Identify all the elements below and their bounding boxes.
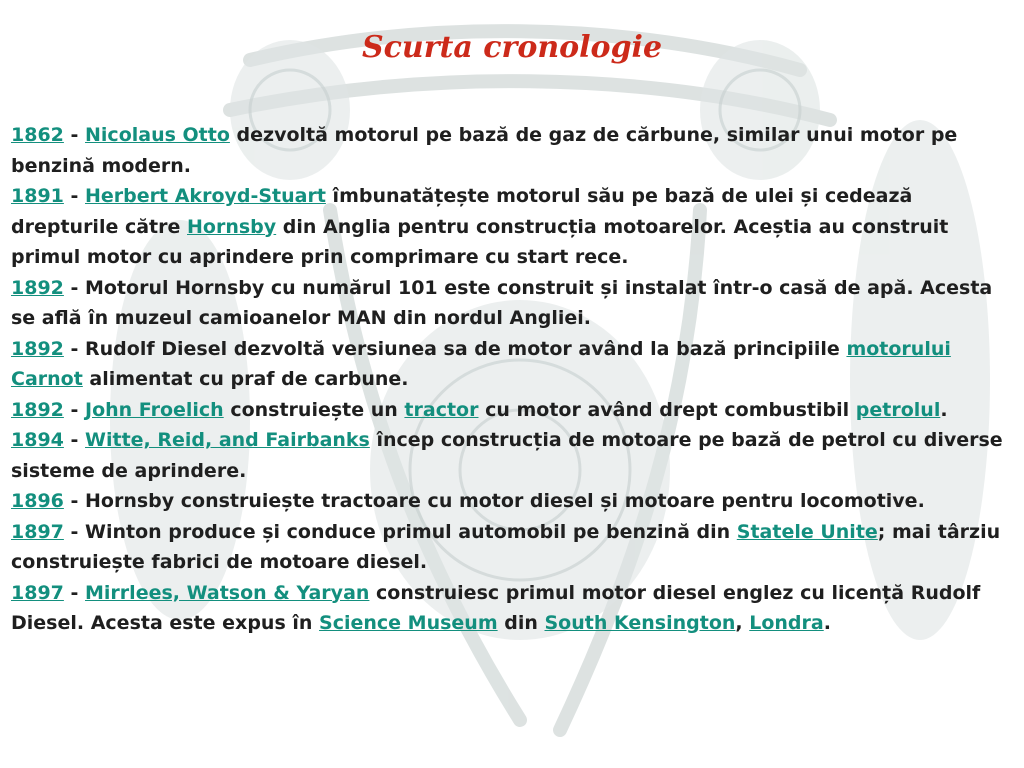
entry-text: - Hornsby construiește tractoare cu motor diesel și motoare pentru locomotive. (63, 490, 925, 512)
text-link[interactable]: Mirrlees, Watson & Yaryan (85, 581, 370, 604)
text-link[interactable]: John Froelich (85, 398, 224, 421)
timeline-entry (11, 181, 1011, 273)
slide-title: Scurta cronologie (361, 30, 663, 65)
entry-text: - (63, 581, 86, 604)
text-link[interactable]: Science Museum (319, 612, 498, 634)
entry-text: construiesc primul motor diesel englez cu licență Rudolf Diesel. Acesta este expus în (11, 581, 981, 634)
text-link[interactable]: motorului Carnot (11, 337, 951, 390)
timeline-entry (11, 517, 1011, 578)
text-link[interactable]: petrolul (855, 398, 941, 421)
entry-text: - (63, 124, 86, 146)
timeline-entry (11, 486, 1011, 517)
entry-text: - (63, 398, 86, 421)
entry-text: - Motorul Hornsby cu numărul 101 este construit și instalat într-o casă de apă. Acesta se află în muzeul camioanelor MAN din nordul Angliei. (11, 276, 993, 329)
year-link[interactable]: 1891 (11, 185, 64, 207)
entry-text: cu motor având drept combustibil (478, 398, 856, 421)
entry-text: . (940, 398, 948, 421)
text-link[interactable]: South Kensington (544, 612, 736, 634)
text-link[interactable]: Statele Unite (736, 520, 878, 543)
text-link[interactable]: Londra (749, 612, 824, 634)
year-link[interactable]: 1897 (11, 581, 64, 604)
year-link[interactable]: 1897 (11, 520, 64, 543)
entry-text: îmbunatățește motorul său pe bază de ulei și cedează drepturile către (11, 185, 913, 238)
entry-text: - (63, 185, 86, 207)
text-link[interactable]: Witte, Reid, and Fairbanks (85, 429, 370, 451)
entry-text: dezvoltă motorul pe bază de gaz de cărbune, similar unui motor pe benzină modern. (11, 124, 958, 177)
entry-text: alimentat cu praf de carbune. (82, 368, 409, 390)
entry-text: construiește un (223, 398, 405, 421)
year-link[interactable]: 1892 (11, 276, 64, 299)
timeline-entry (11, 578, 1011, 639)
entry-text: - (63, 429, 86, 451)
entry-text: ; mai târziu construiește fabrici de motoare diesel. (11, 520, 1001, 573)
entry-text: - Winton produce și conduce primul automobil pe benzină din (63, 520, 737, 543)
timeline-entry (11, 120, 1011, 181)
year-link[interactable]: 1894 (11, 429, 64, 451)
year-link[interactable]: 1892 (11, 398, 64, 421)
entry-text: din (497, 612, 545, 634)
entry-text: - Rudolf Diesel dezvoltă versiunea sa de motor având la bază principiile (63, 337, 847, 360)
entry-text: încep construcția de motoare pe bază de petrol cu diverse sisteme de aprindere. (11, 429, 1003, 482)
text-link[interactable]: Herbert Akroyd-Stuart (85, 185, 326, 207)
timeline-list (11, 120, 1011, 639)
text-link[interactable]: Hornsby (187, 215, 277, 238)
timeline-entry (11, 273, 1011, 334)
timeline-entry (11, 334, 1011, 395)
year-link[interactable]: 1892 (11, 337, 64, 360)
year-link[interactable]: 1862 (11, 124, 64, 146)
year-link[interactable]: 1896 (11, 490, 64, 512)
entry-text: . (823, 612, 831, 634)
text-link[interactable]: Nicolaus Otto (85, 124, 230, 146)
entry-text: , (735, 612, 750, 634)
timeline-entry (11, 395, 1011, 426)
entry-text: din Anglia pentru construcția motoarelor. Aceștia au construit primul motor cu aprindere prin comprimare cu start rece. (11, 215, 949, 268)
timeline-entry (11, 425, 1011, 486)
text-link[interactable]: tractor (404, 398, 479, 421)
